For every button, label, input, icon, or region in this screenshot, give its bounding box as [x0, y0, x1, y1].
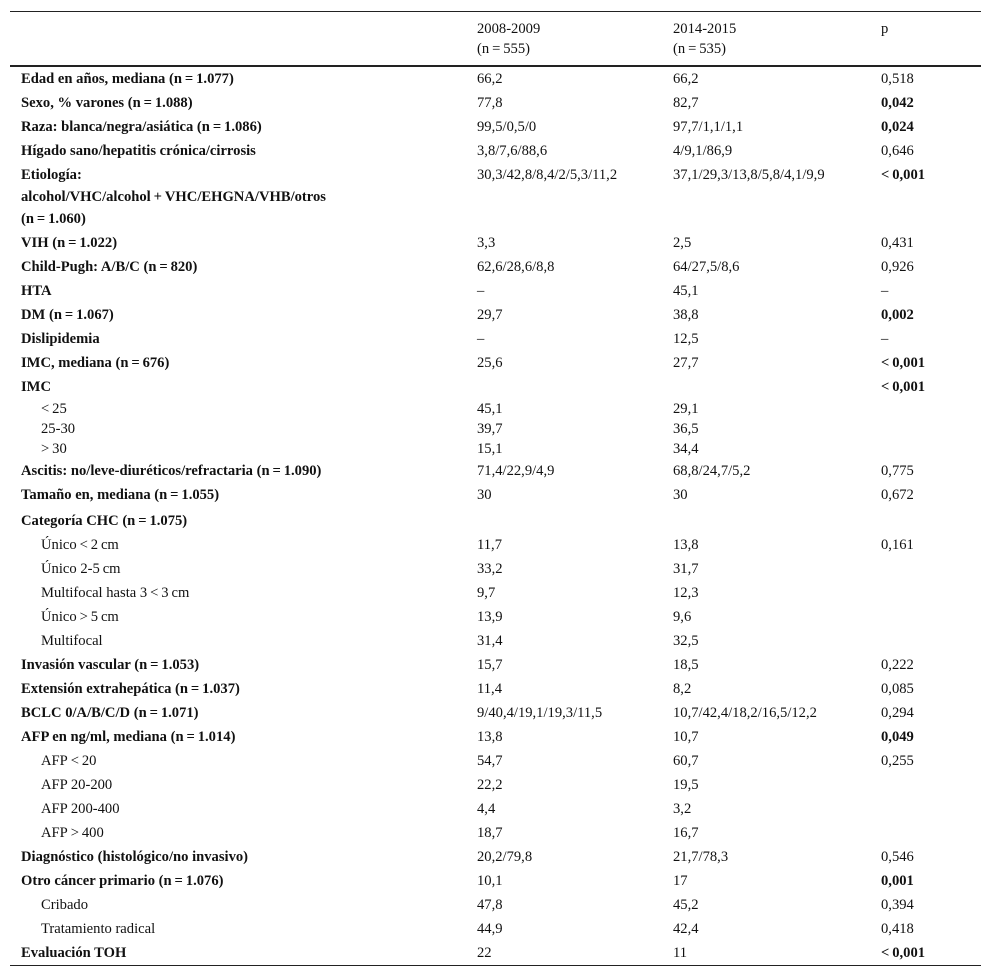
header-period-2008-2009: 2008-2009 (n = 555) [477, 21, 541, 57]
cell-p: 0,001 [881, 873, 914, 889]
cell-p: < 0,001 [881, 355, 926, 371]
cell-p: < 0,001 [881, 167, 926, 183]
cell-2008-2009: 71,4/22,9/4,9 [477, 463, 555, 479]
cell-p: – [881, 331, 889, 347]
cell-2014-2015: 45,1 [673, 283, 699, 299]
cell-p: 0,222 [881, 657, 914, 673]
cell-2008-2009: 11,7 [477, 537, 502, 553]
cell-p: 0,672 [881, 487, 914, 503]
row-label: Diagnóstico (histológico/no invasivo) [21, 849, 249, 865]
row-label: Ascitis: no/leve-diuréticos/refractaria (n = 1.090) [21, 463, 322, 479]
cell-p: < 0,001 [881, 379, 926, 395]
cell-2008-2009: 77,8 [477, 95, 503, 111]
table-row [10, 893, 981, 917]
cell-2008-2009: 30 [477, 487, 492, 503]
table-row [10, 653, 981, 677]
cell-p: 0,085 [881, 681, 914, 697]
row-label: Invasión vascular (n = 1.053) [21, 657, 200, 673]
cell-2008-2009: 31,4 [477, 633, 503, 649]
cell-p: 0,161 [881, 537, 914, 553]
table-row [10, 483, 981, 507]
cell-2008-2009: 22 [477, 945, 492, 961]
table-row [10, 869, 981, 893]
table-row [10, 773, 981, 797]
cell-2014-2015: 27,7 [673, 355, 699, 371]
row-label: > 30 [41, 441, 67, 457]
cell-2008-2009: 20,2/79,8 [477, 849, 533, 865]
row-label: Tamaño en, mediana (n = 1.055) [21, 487, 220, 503]
table-row [10, 629, 981, 653]
cell-2008-2009: 4,4 [477, 801, 496, 817]
table-row [10, 557, 981, 581]
cell-p: 0,294 [881, 705, 914, 721]
cell-2008-2009: 10,1 [477, 873, 503, 889]
table-row [10, 255, 981, 279]
cell-2014-2015: 9,6 [673, 609, 692, 625]
table-row [10, 677, 981, 701]
cell-2008-2009 [467, 507, 663, 533]
table-row [10, 91, 981, 115]
cell-2008-2009: 13,8 [477, 729, 503, 745]
cell-2008-2009: 9/40,4/19,1/19,3/11,5 [477, 705, 603, 721]
cell-2014-2015: 66,2 [673, 71, 699, 87]
table-row [10, 507, 981, 533]
row-label: 25-30 [41, 421, 76, 437]
table-row [10, 279, 981, 303]
row-label: AFP > 400 [41, 825, 104, 841]
cell-2008-2009: 18,7 [477, 825, 503, 841]
cell-p [871, 439, 981, 459]
cell-2014-2015: 97,7/1,1/1,1 [673, 119, 744, 135]
cell-2008-2009: 22,2 [477, 777, 503, 793]
cell-p [871, 419, 981, 439]
table-row [10, 351, 981, 375]
cell-p [871, 629, 981, 653]
cell-2014-2015: 11 [673, 945, 688, 961]
row-label: < 25 [41, 401, 67, 417]
cell-2014-2015: 12,3 [673, 585, 699, 601]
cell-2008-2009: 99,5/0,5/0 [477, 119, 537, 135]
row-label: Sexo, % varones (n = 1.088) [21, 95, 193, 111]
cell-2008-2009: 33,2 [477, 561, 503, 577]
cell-2014-2015: 17 [673, 873, 688, 889]
cell-p: 0,775 [881, 463, 914, 479]
cell-2008-2009: 44,9 [477, 921, 503, 937]
cell-2008-2009: 15,1 [477, 441, 503, 457]
cell-2014-2015: 32,5 [673, 633, 699, 649]
row-label: Categoría CHC (n = 1.075) [21, 513, 188, 529]
cell-2014-2015: 16,7 [673, 825, 699, 841]
table-row [10, 66, 981, 91]
table-row [10, 375, 981, 399]
table-row [10, 941, 981, 966]
cell-2014-2015: 42,4 [673, 921, 699, 937]
cell-p [871, 821, 981, 845]
row-label: IMC [21, 379, 51, 395]
cell-2014-2015: 68,8/24,7/5,2 [673, 463, 751, 479]
row-label: IMC, mediana (n = 676) [21, 355, 170, 371]
cell-p: 0,418 [881, 921, 914, 937]
row-label: Cribado [41, 897, 89, 913]
table-row [10, 399, 981, 419]
row-label: Único < 2 cm [41, 537, 119, 553]
cell-p [871, 507, 981, 533]
row-label: BCLC 0/A/B/C/D (n = 1.071) [21, 705, 199, 721]
table-row [10, 439, 981, 459]
row-label: AFP 200-400 [41, 801, 120, 817]
cell-p: 0,049 [881, 729, 914, 745]
row-label: Otro cáncer primario (n = 1.076) [21, 873, 224, 889]
cell-2008-2009: 13,9 [477, 609, 503, 625]
cell-p: – [881, 283, 889, 299]
row-label: AFP 20-200 [41, 777, 113, 793]
header-variable [10, 12, 467, 67]
cell-2008-2009: 47,8 [477, 897, 503, 913]
cell-2014-2015: 37,1/29,3/13,8/5,8/4,1/9,9 [673, 167, 825, 183]
cell-2014-2015: 13,8 [673, 537, 699, 553]
cell-2014-2015: 29,1 [673, 401, 699, 417]
row-label: Tratamiento radical [41, 921, 156, 937]
cell-2008-2009: – [477, 283, 485, 299]
cell-2014-2015 [663, 375, 871, 399]
cell-2008-2009: 25,6 [477, 355, 503, 371]
cell-2014-2015: 4/9,1/86,9 [673, 143, 733, 159]
cell-2008-2009: 39,7 [477, 421, 503, 437]
cell-p: 0,002 [881, 307, 914, 323]
cell-2014-2015: 36,5 [673, 421, 699, 437]
cell-2008-2009: 62,6/28,6/8,8 [477, 259, 555, 275]
row-label: Evaluación TOH [21, 945, 127, 961]
row-label: AFP < 20 [41, 753, 97, 769]
cell-p: 0,646 [881, 143, 914, 159]
cell-2014-2015: 34,4 [673, 441, 699, 457]
cell-p: 0,394 [881, 897, 914, 913]
cell-p: 0,546 [881, 849, 914, 865]
table-row [10, 701, 981, 725]
cell-p [871, 773, 981, 797]
comparison-table [10, 11, 981, 966]
cell-2014-2015: 31,7 [673, 561, 699, 577]
cell-2008-2009: 45,1 [477, 401, 503, 417]
row-label: Único 2-5 cm [41, 561, 121, 577]
cell-2014-2015: 19,5 [673, 777, 699, 793]
cell-p [871, 557, 981, 581]
cell-p [871, 797, 981, 821]
cell-2008-2009 [467, 375, 663, 399]
table-row [10, 163, 981, 231]
cell-2014-2015: 12,5 [673, 331, 699, 347]
table-row [10, 605, 981, 629]
row-label: Hígado sano/hepatitis crónica/cirrosis [21, 143, 256, 159]
cell-2014-2015: 64/27,5/8,6 [673, 259, 740, 275]
table-row [10, 327, 981, 351]
cell-2014-2015: 30 [673, 487, 688, 503]
table-row [10, 139, 981, 163]
row-label: HTA [21, 283, 52, 299]
cell-2014-2015: 45,2 [673, 897, 699, 913]
table-row [10, 581, 981, 605]
table-row [10, 797, 981, 821]
cell-2008-2009: 9,7 [477, 585, 496, 601]
cell-p [871, 605, 981, 629]
cell-2008-2009: – [477, 331, 485, 347]
row-label: Extensión extrahepática (n = 1.037) [21, 681, 240, 697]
cell-2008-2009: 54,7 [477, 753, 503, 769]
table-row [10, 917, 981, 941]
cell-2008-2009: 3,3 [477, 235, 496, 251]
cell-2008-2009: 66,2 [477, 71, 503, 87]
cell-2014-2015: 10,7 [673, 729, 699, 745]
header-p-value: p [881, 21, 889, 37]
header-period-2014-2015: 2014-2015 (n = 535) [673, 21, 737, 57]
cell-p: 0,431 [881, 235, 914, 251]
table-row [10, 459, 981, 483]
cell-p [871, 581, 981, 605]
cell-2014-2015: 82,7 [673, 95, 699, 111]
cell-2014-2015: 38,8 [673, 307, 699, 323]
table-row [10, 533, 981, 557]
row-label: Etiología: alcohol/VHC/alcohol + VHC/EHGNA/VHB/otros (n = 1.060) [21, 167, 326, 227]
cell-2014-2015: 60,7 [673, 753, 699, 769]
cell-2014-2015: 10,7/42,4/18,2/16,5/12,2 [673, 705, 817, 721]
row-label: Único > 5 cm [41, 609, 119, 625]
table-header-row [10, 12, 981, 67]
cell-p [871, 399, 981, 419]
table-row [10, 115, 981, 139]
cell-2008-2009: 15,7 [477, 657, 503, 673]
table-row [10, 749, 981, 773]
cell-2008-2009: 29,7 [477, 307, 503, 323]
row-label: VIH (n = 1.022) [21, 235, 118, 251]
cell-p: 0,255 [881, 753, 914, 769]
row-label: DM (n = 1.067) [21, 307, 114, 323]
cell-p: 0,042 [881, 95, 914, 111]
table-row [10, 845, 981, 869]
cell-2008-2009: 30,3/42,8/8,4/2/5,3/11,2 [477, 167, 618, 183]
cell-p: 0,518 [881, 71, 914, 87]
table-row [10, 821, 981, 845]
row-label: Raza: blanca/negra/asiática (n = 1.086) [21, 119, 262, 135]
table-row [10, 419, 981, 439]
row-label: AFP en ng/ml, mediana (n = 1.014) [21, 729, 236, 745]
cell-2014-2015 [663, 507, 871, 533]
cell-p: 0,926 [881, 259, 914, 275]
cell-p: 0,024 [881, 119, 914, 135]
row-label: Dislipidemia [21, 331, 100, 347]
row-label: Child-Pugh: A/B/C (n = 820) [21, 259, 198, 275]
cell-2014-2015: 3,2 [673, 801, 692, 817]
comparison-table-container [10, 11, 981, 966]
cell-2014-2015: 2,5 [673, 235, 692, 251]
row-label: Multifocal [41, 633, 103, 649]
cell-2014-2015: 21,7/78,3 [673, 849, 729, 865]
cell-2014-2015: 8,2 [673, 681, 692, 697]
cell-2008-2009: 3,8/7,6/88,6 [477, 143, 548, 159]
row-label: Multifocal hasta 3 < 3 cm [41, 585, 190, 601]
cell-2014-2015: 18,5 [673, 657, 699, 673]
table-row [10, 303, 981, 327]
row-label: Edad en años, mediana (n = 1.077) [21, 71, 234, 87]
table-row [10, 725, 981, 749]
table-row [10, 231, 981, 255]
cell-p: < 0,001 [881, 945, 926, 961]
cell-2008-2009: 11,4 [477, 681, 502, 697]
